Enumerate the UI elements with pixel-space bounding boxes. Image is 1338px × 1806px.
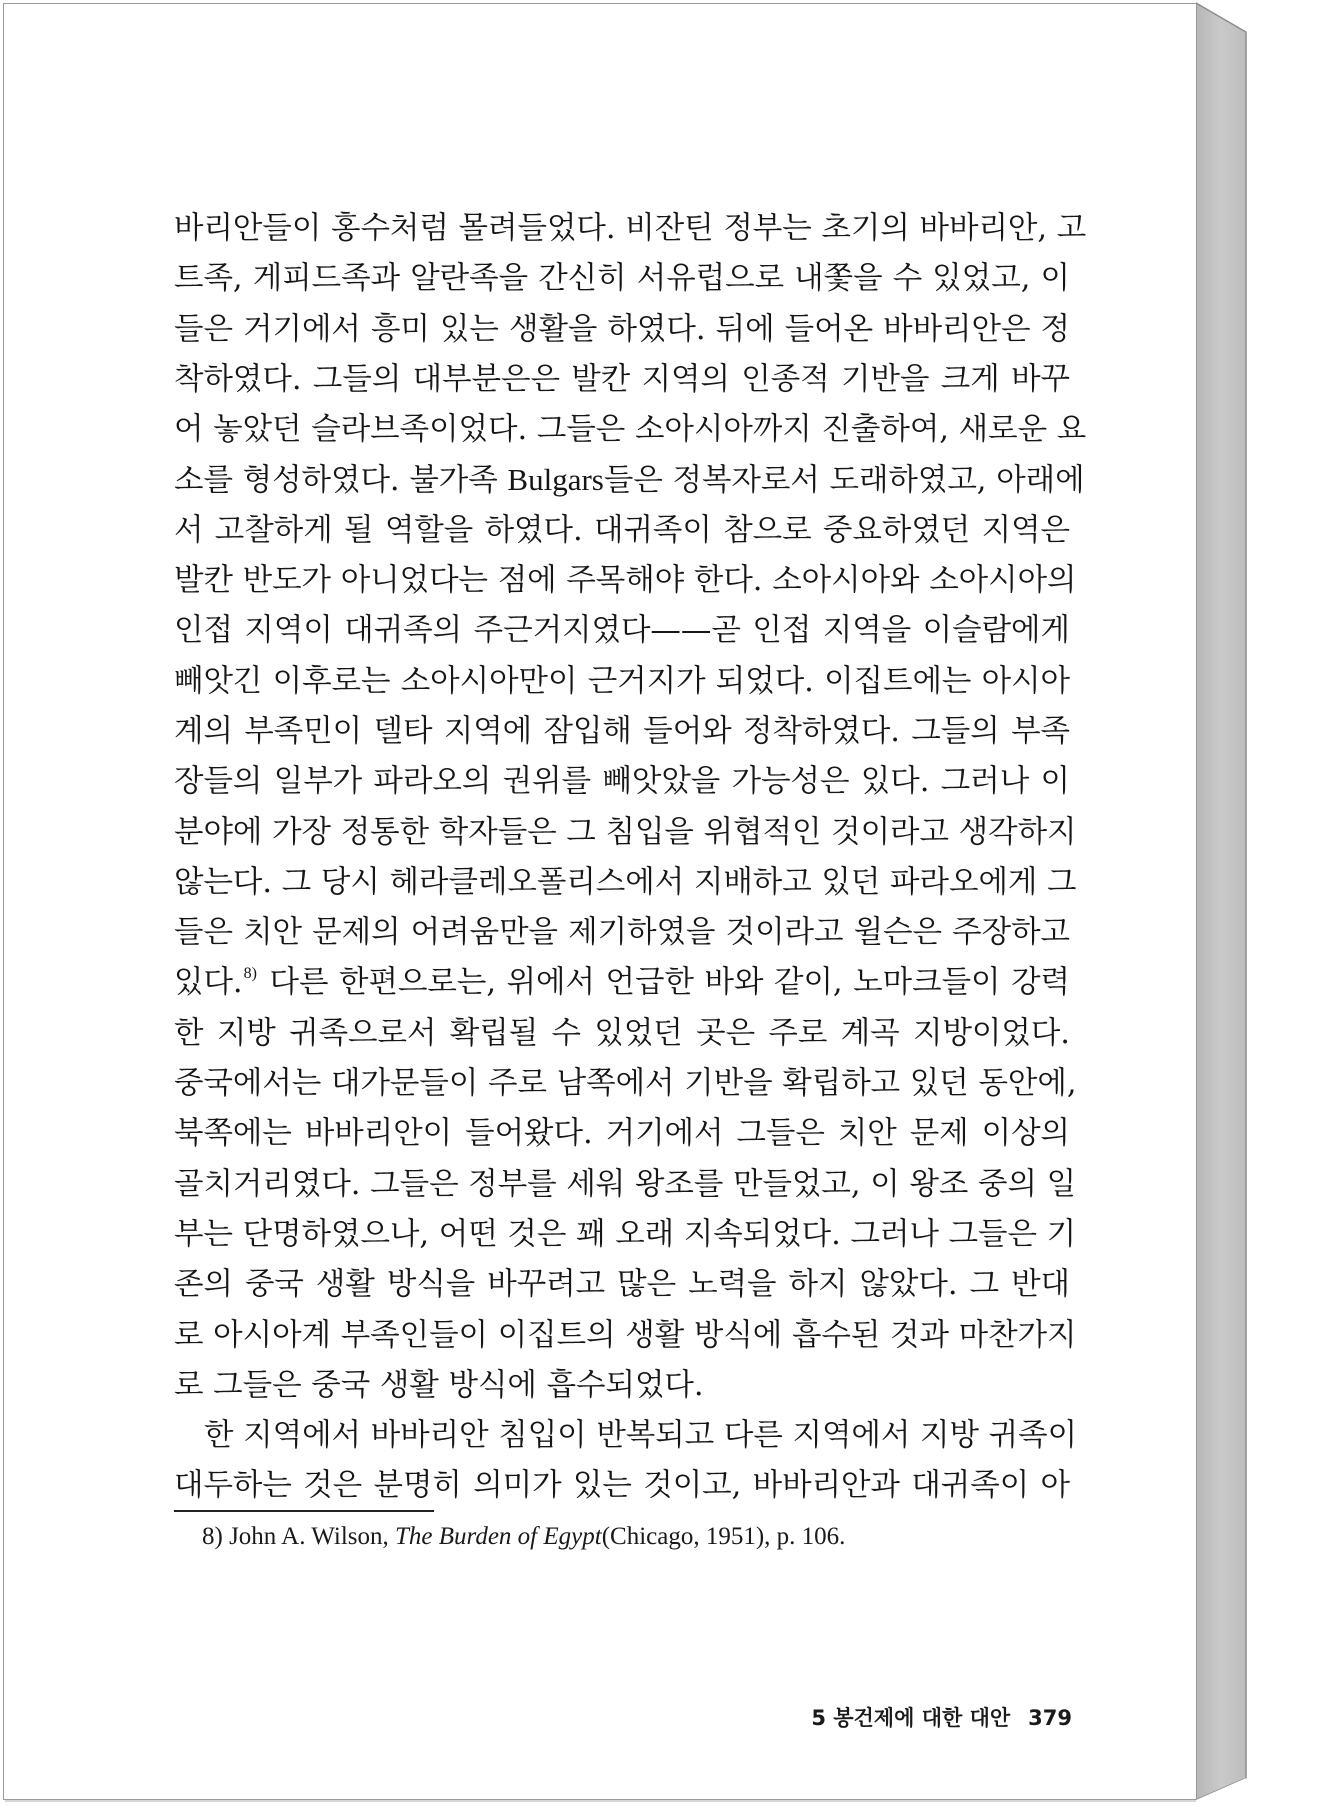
- text-line: 어 놓았던 슬라브족이었다. 그들은 소아시아까지 진출하여, 새로운 요: [174, 412, 1087, 448]
- book-page: [3, 3, 1197, 1800]
- text-segment: 다른 한편으로는, 위에서 언급한 바와 같이, 노마크들이 강력: [258, 965, 1070, 1001]
- text-line: 들은 거기에서 흥미 있는 생활을 하였다. 뒤에 들어온 바바리안은 정: [174, 311, 1070, 347]
- text-line: 북쪽에는 바바리안이 들어왔다. 거기에서 그들은 치안 문제 이상의: [174, 1116, 1070, 1152]
- text-line: 인접 지역이 대귀족의 주근거지였다——곧 인접 지역을 이슬람에게: [174, 613, 1070, 649]
- text-line: 한 지방 귀족으로서 확립될 수 있었던 곳은 주로 계곡 지방이었다.: [174, 1015, 1070, 1051]
- paragraph-start-line: 한 지역에서 바바리안 침입이 반복되고 다른 지역에서 지방 귀족이: [204, 1418, 1078, 1454]
- text-line: 로 아시아계 부족인들이 이집트의 생활 방식에 흡수된 것과 마찬가지: [174, 1317, 1077, 1353]
- text-line: 계의 부족민이 델타 지역에 잠입해 들어와 정착하였다. 그들의 부족: [174, 713, 1070, 749]
- footnote: [202, 1523, 845, 1551]
- text-line: 서 고찰하게 될 역할을 하였다. 대귀족이 참으로 중요하였던 지역은: [174, 512, 1070, 548]
- text-line: 분야에 가장 정통한 학자들은 그 침입을 위협적인 것이라고 생각하지: [174, 814, 1077, 850]
- footnote-reference: 8): [243, 965, 257, 983]
- footnote-author: 8) John A. Wilson,: [202, 1523, 395, 1550]
- text-line: 존의 중국 생활 방식을 바꾸려고 많은 노력을 하지 않았다. 그 반대: [174, 1267, 1070, 1303]
- running-footer: [700, 1702, 1072, 1732]
- text-line: 들은 치안 문제의 어려움만을 제기하였을 것이라고 윌슨은 주장하고: [174, 915, 1070, 951]
- footnote-book-title: The Burden of Egypt: [395, 1523, 602, 1550]
- text-segment: 소를 형성하였다. 불가족: [174, 463, 508, 499]
- chapter-title: 5 봉건제에 대한 대안: [811, 1706, 1011, 1730]
- text-line: 않는다. 그 당시 헤라클레오폴리스에서 지배하고 있던 파라오에게 그: [174, 864, 1077, 900]
- text-line: 부는 단명하였으나, 어떤 것은 꽤 오래 지속되었다. 그러나 그들은 기: [174, 1216, 1077, 1252]
- text-segment: 들은 정복자로서 도래하였고, 아래에: [603, 463, 1085, 499]
- page-edge-3d: [1196, 0, 1338, 1806]
- text-line: 바리안들이 홍수처럼 몰려들었다. 비잔틴 정부는 초기의 바바리안, 고: [174, 211, 1087, 246]
- body-text: [174, 204, 1087, 1512]
- text-line: 중국에서는 대가문들이 주로 남쪽에서 기반을 확립하고 있던 동안에,: [174, 1066, 1077, 1102]
- text-line: 착하였다. 그들의 대부분은은 발칸 지역의 인종적 기반을 크게 바꾸: [174, 361, 1070, 397]
- text-line: 로 그들은 중국 생활 방식에 흡수되었다.: [174, 1367, 704, 1403]
- footnote-publication: (Chicago, 1951), p. 106.: [601, 1523, 846, 1550]
- page-number: 379: [1028, 1706, 1072, 1730]
- text-line: [174, 455, 1085, 505]
- text-line: 빼앗긴 이후로는 소아시아만이 근거지가 되었다. 이집트에는 아시아: [174, 663, 1070, 699]
- text-line: 대두하는 것은 분명히 의미가 있는 것이고, 바바리안과 대귀족이 아: [174, 1468, 1070, 1504]
- text-segment: 있다.: [174, 965, 243, 1001]
- footnote-divider: [174, 1510, 434, 1512]
- text-line: 발칸 반도가 아니었다는 점에 주목해야 한다. 소아시아와 소아시아의: [174, 563, 1077, 599]
- text-line: 골치거리였다. 그들은 정부를 세워 왕조를 만들었고, 이 왕조 중의 일: [174, 1166, 1077, 1202]
- text-line: 트족, 게피드족과 알란족을 간신히 서유럽으로 내쫓을 수 있었고, 이: [174, 261, 1070, 297]
- latin-term: Bulgars: [507, 462, 604, 498]
- text-line: [174, 958, 1070, 1008]
- text-line: 장들의 일부가 파라오의 권위를 빼앗았을 가능성은 있다. 그러나 이: [174, 764, 1070, 800]
